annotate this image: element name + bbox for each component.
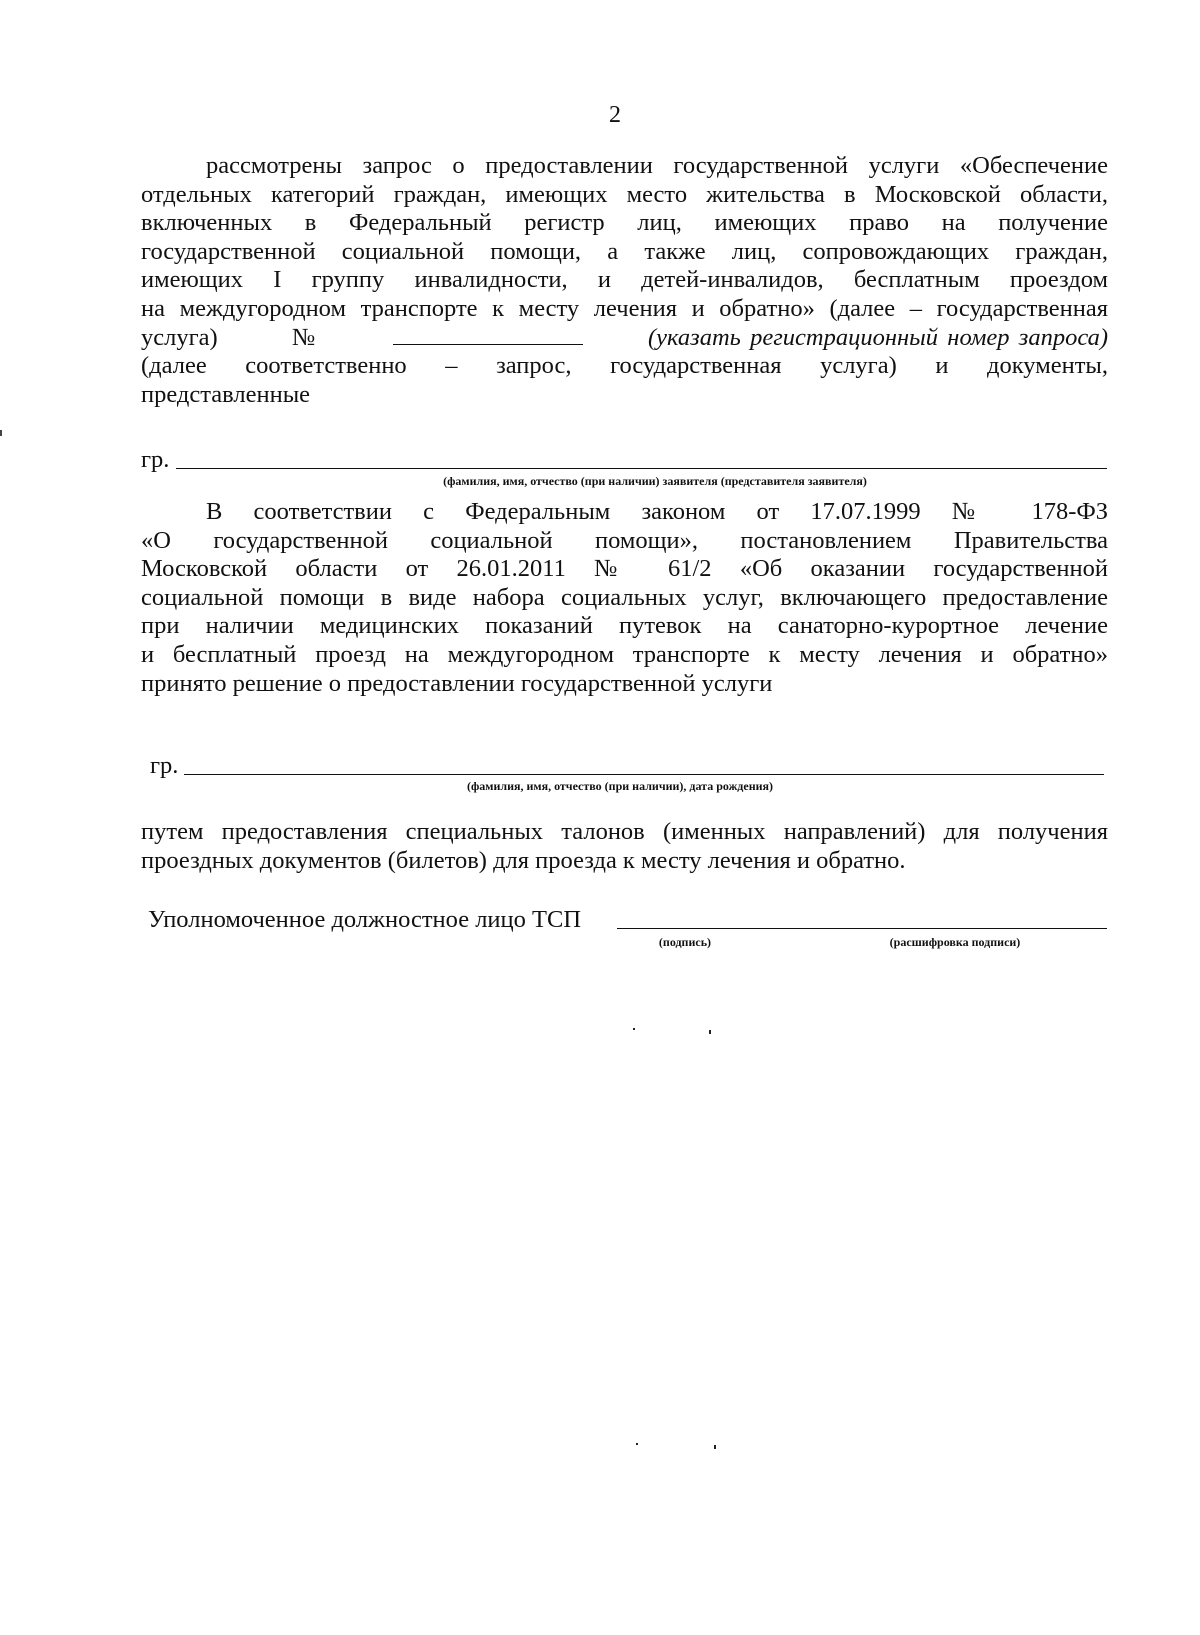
paragraph-line: социальной помощи в виде набора социальных услуг, включающего предоставление xyxy=(141,583,1108,611)
scan-speck xyxy=(633,1028,635,1030)
applicant-name-blank[interactable] xyxy=(176,468,1107,469)
paragraph-line: при наличии медицинских показаний путевок на санаторно-курортное лечение xyxy=(141,612,1108,640)
request-number-blank[interactable] xyxy=(393,324,583,345)
paragraph-line: Московской области от 26.01.2011 № 61/2 «Об оказании государственной xyxy=(141,555,1108,583)
paragraph-line: на междугородном транспорте к месту лечения и обратно» (далее – государственная xyxy=(141,294,1108,322)
paragraph-line: имеющих I группу инвалидности, и детей-инвалидов, бесплатным проездом xyxy=(141,266,1108,294)
paragraph-line: путем предоставления специальных талонов (именных направлений) для получения xyxy=(141,818,1108,845)
scan-speck xyxy=(636,1443,638,1445)
scan-speck xyxy=(714,1445,716,1449)
paragraph-line: представленные xyxy=(141,380,311,408)
paragraph-line: и бесплатный проезд на междугородном транспорте к месту лечения и обратно» xyxy=(141,640,1108,668)
page-number: 2 xyxy=(609,102,621,128)
citizen-name-blank[interactable] xyxy=(184,774,1104,775)
request-number-hint: (указать регистрационный номер запроса) xyxy=(648,323,1109,351)
paragraph-line: (далее соответственно – запрос, государственная услуга) и документы, xyxy=(141,352,1108,380)
paragraph-line: отдельных категорий граждан, имеющих место жительства в Московской области, xyxy=(141,180,1108,208)
paragraph-line: рассмотрены запрос о предоставлении государственной услуги «Обеспечение xyxy=(206,152,1108,179)
applicant-prefix: гр. xyxy=(141,446,170,473)
citizen-prefix: гр. xyxy=(150,752,179,779)
signature-label: Уполномоченное должностное лицо ТСП xyxy=(148,906,582,933)
paragraph-decision xyxy=(141,498,1108,698)
scan-speck xyxy=(709,1030,711,1034)
paragraph-line: В соответствии с Федеральным законом от 17.07.1999 № 178-ФЗ xyxy=(206,498,1108,525)
signature-caption: (подпись) xyxy=(658,935,712,949)
paragraph-line: принято решение о предоставлении государственной услуги xyxy=(141,669,773,697)
paragraph-method xyxy=(141,818,1108,875)
paragraph-line: государственной социальной помощи, а также лиц, сопровождающих граждан, xyxy=(141,237,1108,265)
applicant-caption: (фамилия, имя, отчество (при наличии) заявителя (представителя заявителя) xyxy=(443,474,867,488)
paragraph-line: включенных в Федеральный регистр лиц, имеющих право на получение xyxy=(141,209,1108,237)
paragraph-line: «О государственной социальной помощи», постановлением Правительства xyxy=(141,526,1108,554)
request-number-line xyxy=(141,324,1108,353)
number-sign: № xyxy=(292,323,319,351)
paragraph-request-review xyxy=(141,152,1108,409)
service-word: услуга) xyxy=(141,323,218,351)
signature-name-caption: (расшифровка подписи) xyxy=(889,935,1021,949)
scan-edge-mark xyxy=(0,430,2,436)
signature-blank[interactable] xyxy=(617,928,1107,929)
paragraph-line: проездных документов (билетов) для проезда к месту лечения и обратно. xyxy=(141,846,906,874)
citizen-caption: (фамилия, имя, отчество (при наличии), дата рождения) xyxy=(466,779,774,793)
